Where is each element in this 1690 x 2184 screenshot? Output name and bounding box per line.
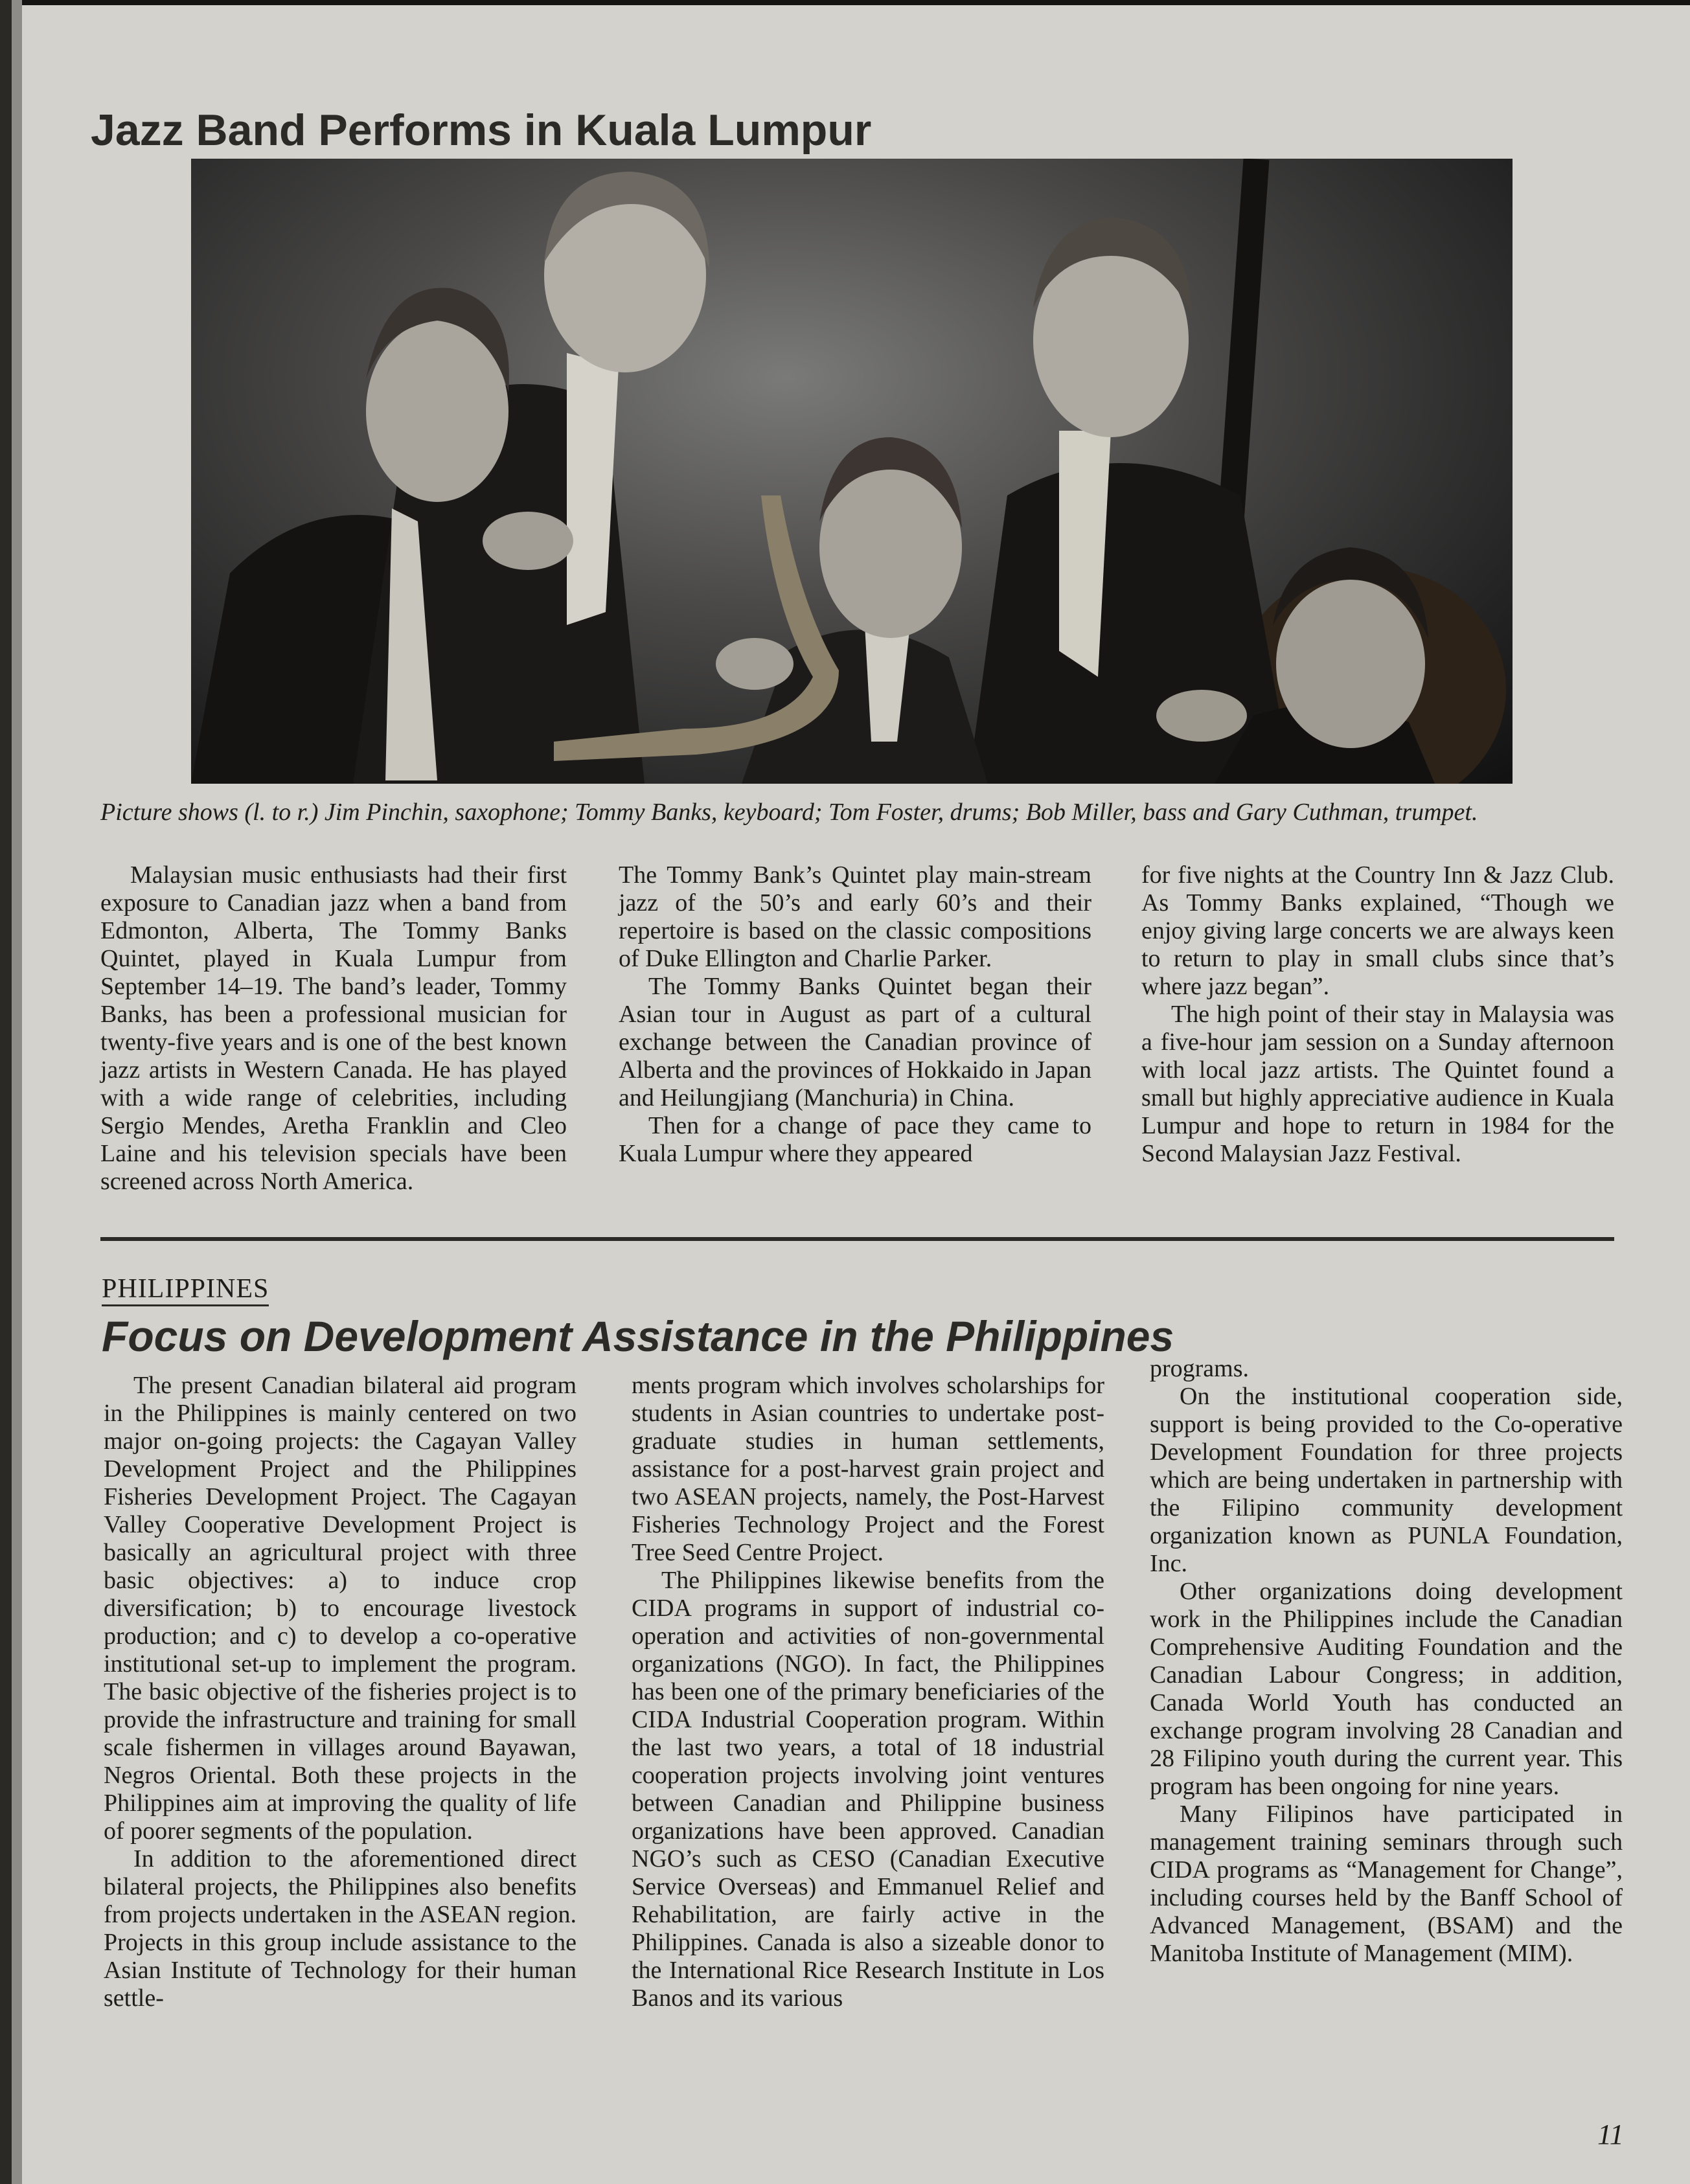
paragraph: ments program which involves scholarships for students in Asian countries to undertake post-graduate studies in human settlements, assistance for a post-harvest grain project and two ASEAN projects, namely, the Post-Harvest Fisheries Technology Project and the Forest Tree Seed Centre Project. bbox=[632, 1372, 1104, 1566]
paragraph: Malaysian music enthusiasts had their first exposure to Canadian jazz when a band from Edmonton, Alberta, The Tommy Banks Quintet, played in Kuala Lumpur from September 14–19. The band’s leader, Tommy Banks, has been a professional musician for twenty-five years and is one of the best known jazz artists in Western Canada. He has played with a wide range of celebrities, including Sergio Mendes, Aretha Franklin and Cleo Laine and his television specials have been screened across North America. bbox=[100, 861, 567, 1195]
philippines-article-column-2 bbox=[632, 1372, 1104, 2012]
paragraph: programs. bbox=[1150, 1355, 1250, 1382]
paragraph: Other organizations doing development work in the Philippines include the Canadian Comprehensive Auditing Foundation and the Canadian Labour Congress; in addition, Canada World Youth has conducted an exchange program involving 28 Canadian and 28 Filipino youth during the current year. This program has been ongoing for nine years. bbox=[1150, 1578, 1623, 1800]
paragraph: Many Filipinos have participated in management training seminars through such CIDA programs as “Management for Change”, including courses held by the Banff School of Advanced Management, (BSAM) and the Manitoba Institute of Management (MIM). bbox=[1150, 1801, 1623, 1967]
paragraph: for five nights at the Country Inn & Jazz Club. As Tommy Banks explained, “Though we enjoy giving large concerts we are always keen to return to play in small clubs since that’s where jazz began”. bbox=[1141, 861, 1614, 1000]
paragraph: Then for a change of pace they came to Kuala Lumpur where they appeared bbox=[619, 1112, 1091, 1167]
binding-edge bbox=[0, 0, 12, 2184]
binding-shadow bbox=[12, 0, 22, 2184]
jazz-article-column-3 bbox=[1141, 861, 1614, 1168]
paragraph: The Tommy Bank’s Quintet play main-stream jazz of the 50’s and early 60’s and their repertoire is based on the classic compositions of Duke Ellington and Charlie Parker. bbox=[619, 861, 1091, 972]
paragraph: The high point of their stay in Malaysia was a five-hour jam session on a Sunday afternoon with local jazz artists. The Quintet found a small but highly appreciative audience in Kuala Lumpur and hope to return in 1984 for the Second Malaysian Jazz Festival. bbox=[1141, 1001, 1614, 1167]
page-top-edge bbox=[0, 0, 1690, 5]
band-photo bbox=[191, 159, 1513, 784]
photo-caption: Picture shows (l. to r.) Jim Pinchin, saxophone; Tommy Banks, keyboard; Tom Foster, drums; Bob Miller, bass and Gary Cuthman, trumpet. bbox=[100, 799, 1478, 826]
jazz-article-column-2 bbox=[619, 861, 1091, 1168]
paragraph: On the institutional cooperation side, support is being provided to the Co-operative Development Foundation for three projects which are being undertaken in partnership with the Filipino community development organization known as PUNLA Foundation, Inc. bbox=[1150, 1383, 1623, 1577]
paragraph: The Philippines likewise benefits from the CIDA programs in support of industrial co-operation and activities of non-governmental organizations (NGO). In fact, the Philippines has been one of the primary beneficiaries of the CIDA Industrial Cooperation program. Within the last two years, a total of 18 industrial cooperation projects involving joint ventures between Canadian and Philippine business organizations have been approved. Canadian NGO’s such as CESO (Canadian Executive Service Overseas) and Emmanuel Relief and Rehabilitation, are fairly active in the Philippines. Canada is also a sizeable donor to the International Rice Research Institute in Los Banos and its various bbox=[632, 1567, 1104, 2012]
philippines-article-column-1 bbox=[104, 1372, 577, 2012]
page-number: 11 bbox=[1597, 2119, 1624, 2150]
section-divider bbox=[100, 1237, 1614, 1241]
paragraph: In addition to the aforementioned direct bilateral projects, the Philippines also benefits from projects undertaken in the ASEAN region. Projects in this group include assistance to the Asian Institute of Technology for their human settle- bbox=[104, 1845, 577, 2012]
jazz-article-column-1 bbox=[100, 861, 567, 1196]
paragraph: The Tommy Banks Quintet began their Asian tour in August as part of a cultural exchange between the Canadian province of Alberta and the provinces of Hokkaido in Japan and Heilungjiang (Manchuria) in China. bbox=[619, 973, 1091, 1111]
paragraph: The present Canadian bilateral aid program in the Philippines is mainly centered on two major on-going projects: the Cagayan Valley Development Project and the Philippines Fisheries Development Project. The Cagayan Valley Cooperative Development Project is basically an agricultural project with three basic objectives: a) to induce crop diversification; b) to encourage livestock production; and c) to develop a co-operative institutional set-up to implement the program. The basic objective of the fisheries project is to provide the infrastructure and training for small scale fishermen in villages around Bayawan, Negros Oriental. Both these projects in the Philippines aim at improving the quality of life of poorer segments of the population. bbox=[104, 1372, 577, 1845]
section-label: PHILIPPINES bbox=[102, 1275, 269, 1306]
article-headline-philippines: Focus on Development Assistance in the Philippines bbox=[102, 1312, 1174, 1360]
philippines-article-column-3 bbox=[1150, 1355, 1623, 1968]
band-photo-illustration bbox=[191, 159, 1513, 784]
article-headline-jazz: Jazz Band Performs in Kuala Lumpur bbox=[91, 106, 872, 155]
